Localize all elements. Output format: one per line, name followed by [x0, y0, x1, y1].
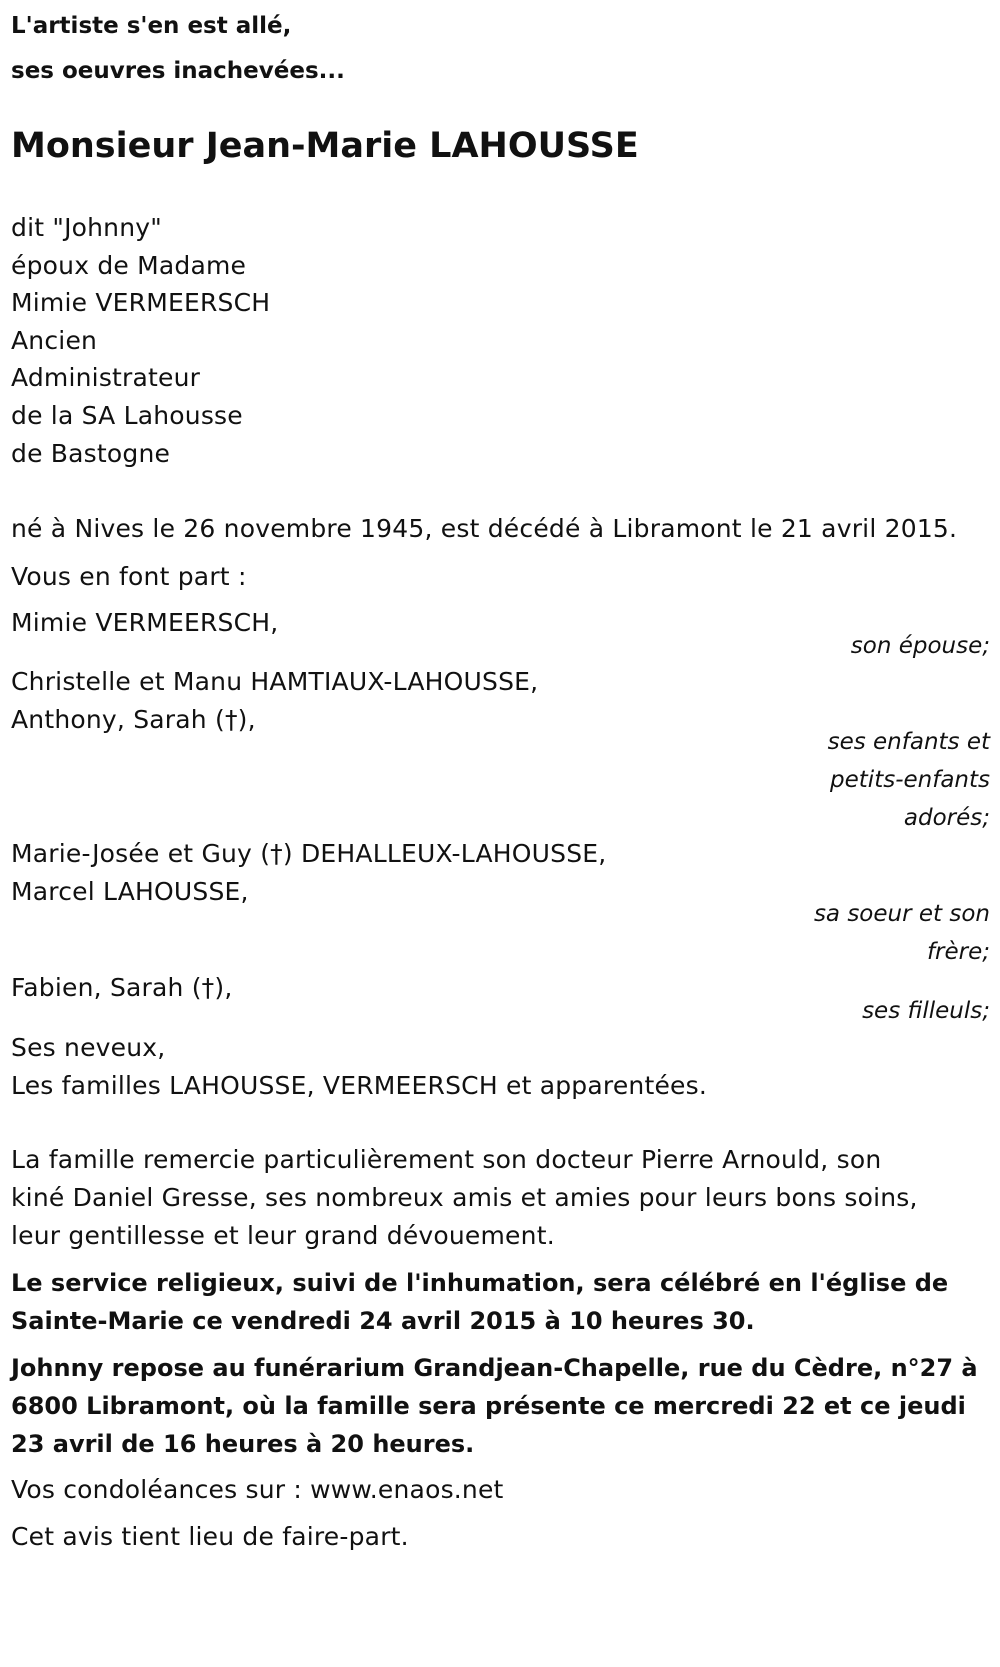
family-siblings-name-2: Marcel LAHOUSSE, — [11, 877, 249, 906]
family-children-name-2: Anthony, Sarah (†), — [11, 705, 256, 734]
family-children-relation-2: petits-enfants — [830, 767, 990, 793]
header-line-1: L'artiste s'en est allé, — [11, 13, 292, 39]
thanks-line-2: kiné Daniel Gresse, ses nombreux amis et amies pour leurs bons soins, — [11, 1183, 918, 1212]
family-children-name-1: Christelle et Manu HAMTIAUX-LAHOUSSE, — [11, 667, 539, 696]
family-siblings-relation-2: frère; — [926, 939, 990, 965]
family-children-relation-1: ses enfants et — [827, 729, 990, 755]
announcement-intro: Vous en font part : — [11, 562, 247, 591]
family-relatives: Les familles LAHOUSSE, VERMEERSCH et apparentées. — [11, 1071, 707, 1100]
detail-nickname: dit "Johnny" — [11, 213, 162, 242]
family-siblings-name-1: Marie-Josée et Guy (†) DEHALLEUX-LAHOUSSE, — [11, 839, 607, 868]
funerarium-line-1: Johnny repose au funérarium Grandjean-Chapelle, rue du Cèdre, n°27 à — [11, 1354, 978, 1382]
thanks-line-3: leur gentillesse et leur grand dévouement. — [11, 1221, 555, 1250]
family-siblings-relation-1: sa soeur et son — [813, 901, 990, 927]
family-godchildren-relation: ses filleuls; — [862, 998, 990, 1024]
header-line-2: ses oeuvres inachevées... — [11, 58, 345, 84]
condolences-line: Vos condoléances sur : www.enaos.net — [11, 1475, 504, 1504]
thanks-line-1: La famille remercie particulièrement son docteur Pierre Arnould, son — [11, 1145, 882, 1174]
family-spouse-name: Mimie VERMEERSCH, — [11, 608, 279, 637]
family-godchildren-name: Fabien, Sarah (†), — [11, 973, 233, 1002]
family-nephews: Ses neveux, — [11, 1033, 166, 1062]
detail-former: Ancien — [11, 326, 98, 355]
service-line-1: Le service religieux, suivi de l'inhumation, sera célébré en l'église de — [11, 1269, 949, 1297]
funerarium-line-2: 6800 Libramont, où la famille sera présente ce mercredi 22 et ce jeudi — [11, 1392, 966, 1420]
detail-role: Administrateur — [11, 363, 201, 392]
family-spouse-relation: son épouse; — [850, 633, 990, 659]
detail-city: de Bastogne — [11, 439, 171, 468]
funerarium-line-3: 23 avril de 16 heures à 20 heures. — [11, 1430, 475, 1458]
family-children-relation-3: adorés; — [903, 805, 990, 831]
detail-spouse-name: Mimie VERMEERSCH — [11, 288, 271, 317]
deceased-name: Monsieur Jean-Marie LAHOUSSE — [11, 126, 639, 166]
birth-death-line: né à Nives le 26 novembre 1945, est décédé à Libramont le 21 avril 2015. — [11, 514, 958, 543]
notice-line: Cet avis tient lieu de faire-part. — [11, 1522, 409, 1551]
detail-spouse-of: époux de Madame — [11, 251, 247, 280]
service-line-2: Sainte-Marie ce vendredi 24 avril 2015 à 10 heures 30. — [11, 1307, 755, 1335]
detail-company: de la SA Lahousse — [11, 401, 243, 430]
